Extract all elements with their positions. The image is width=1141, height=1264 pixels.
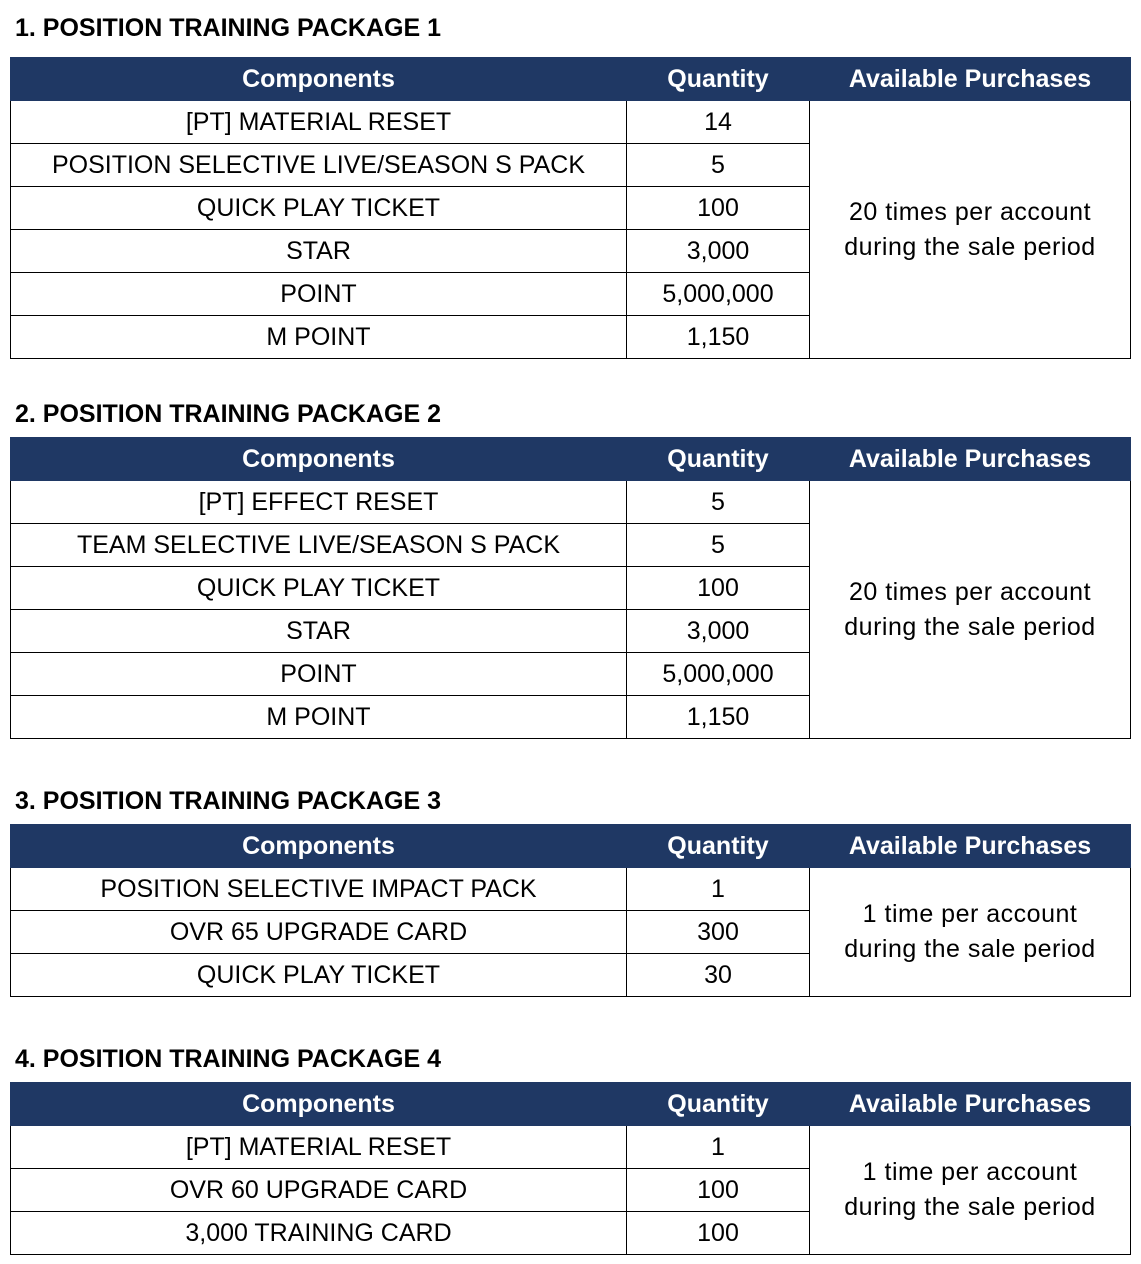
- table-row: [11, 481, 1131, 524]
- component-cell: M POINT: [11, 696, 627, 739]
- quantity-cell: 100: [627, 1169, 810, 1212]
- available-purchases-cell: [810, 868, 1131, 997]
- quantity-cell: 30: [627, 954, 810, 997]
- header-available-purchases: Available Purchases: [810, 58, 1131, 101]
- quantity-cell: 5,000,000: [627, 653, 810, 696]
- table-row: [11, 1126, 1131, 1169]
- available-line-1: 1 time per account: [862, 900, 1078, 928]
- table-row: [11, 868, 1131, 911]
- available-line-2: during the sale period: [844, 935, 1096, 963]
- header-components: Components: [11, 438, 627, 481]
- available-line-2: during the sale period: [844, 1193, 1096, 1221]
- quantity-cell: 1,150: [627, 696, 810, 739]
- component-cell: TEAM SELECTIVE LIVE/SEASON S PACK: [11, 524, 627, 567]
- quantity-cell: 1: [627, 1126, 810, 1169]
- package-title: 4. POSITION TRAINING PACKAGE 4: [15, 1045, 441, 1073]
- component-cell: STAR: [11, 610, 627, 653]
- component-cell: OVR 60 UPGRADE CARD: [11, 1169, 627, 1212]
- header-available-purchases: Available Purchases: [810, 825, 1131, 868]
- package-table: [10, 437, 1131, 739]
- available-line-1: 20 times per account: [848, 197, 1092, 226]
- component-cell: QUICK PLAY TICKET: [11, 187, 627, 230]
- header-available-purchases: Available Purchases: [810, 438, 1131, 481]
- quantity-cell: 14: [627, 101, 810, 144]
- package-title: 2. POSITION TRAINING PACKAGE 2: [15, 400, 441, 428]
- available-purchases-cell: [810, 481, 1131, 739]
- header-available-purchases: Available Purchases: [810, 1083, 1131, 1126]
- table-row: [11, 101, 1131, 144]
- quantity-cell: 100: [627, 567, 810, 610]
- component-cell: [PT] MATERIAL RESET: [11, 1126, 627, 1169]
- header-components: Components: [11, 58, 627, 101]
- component-cell: 3,000 TRAINING CARD: [11, 1212, 627, 1255]
- quantity-cell: 300: [627, 911, 810, 954]
- quantity-cell: 1: [627, 868, 810, 911]
- component-cell: POSITION SELECTIVE LIVE/SEASON S PACK: [11, 144, 627, 187]
- component-cell: QUICK PLAY TICKET: [11, 954, 627, 997]
- header-quantity: Quantity: [627, 1083, 810, 1126]
- available-line-1: 1 time per account: [862, 1158, 1078, 1186]
- available-purchases-cell: [810, 1126, 1131, 1255]
- available-purchases-cell: [810, 101, 1131, 359]
- component-cell: OVR 65 UPGRADE CARD: [11, 911, 627, 954]
- package-table: [10, 57, 1131, 359]
- component-cell: M POINT: [11, 316, 627, 359]
- package-title: 3. POSITION TRAINING PACKAGE 3: [15, 787, 441, 815]
- header-quantity: Quantity: [627, 438, 810, 481]
- table-header-row: [11, 438, 1131, 481]
- quantity-cell: 5,000,000: [627, 273, 810, 316]
- package-table: [10, 824, 1131, 997]
- header-quantity: Quantity: [627, 58, 810, 101]
- component-cell: [PT] MATERIAL RESET: [11, 101, 627, 144]
- table-header-row: [11, 58, 1131, 101]
- header-components: Components: [11, 825, 627, 868]
- component-cell: POSITION SELECTIVE IMPACT PACK: [11, 868, 627, 911]
- component-cell: QUICK PLAY TICKET: [11, 567, 627, 610]
- header-components: Components: [11, 1083, 627, 1126]
- quantity-cell: 5: [627, 481, 810, 524]
- available-line-2: during the sale period: [844, 232, 1096, 261]
- component-cell: [PT] EFFECT RESET: [11, 481, 627, 524]
- quantity-cell: 100: [627, 1212, 810, 1255]
- quantity-cell: 3,000: [627, 230, 810, 273]
- quantity-cell: 1,150: [627, 316, 810, 359]
- package-title: 1. POSITION TRAINING PACKAGE 1: [15, 14, 441, 42]
- quantity-cell: 5: [627, 144, 810, 187]
- table-header-row: [11, 825, 1131, 868]
- package-table: [10, 1082, 1131, 1255]
- header-quantity: Quantity: [627, 825, 810, 868]
- available-line-2: during the sale period: [844, 612, 1096, 641]
- component-cell: POINT: [11, 653, 627, 696]
- available-line-1: 20 times per account: [848, 577, 1092, 606]
- component-cell: POINT: [11, 273, 627, 316]
- quantity-cell: 5: [627, 524, 810, 567]
- quantity-cell: 3,000: [627, 610, 810, 653]
- quantity-cell: 100: [627, 187, 810, 230]
- component-cell: STAR: [11, 230, 627, 273]
- table-header-row: [11, 1083, 1131, 1126]
